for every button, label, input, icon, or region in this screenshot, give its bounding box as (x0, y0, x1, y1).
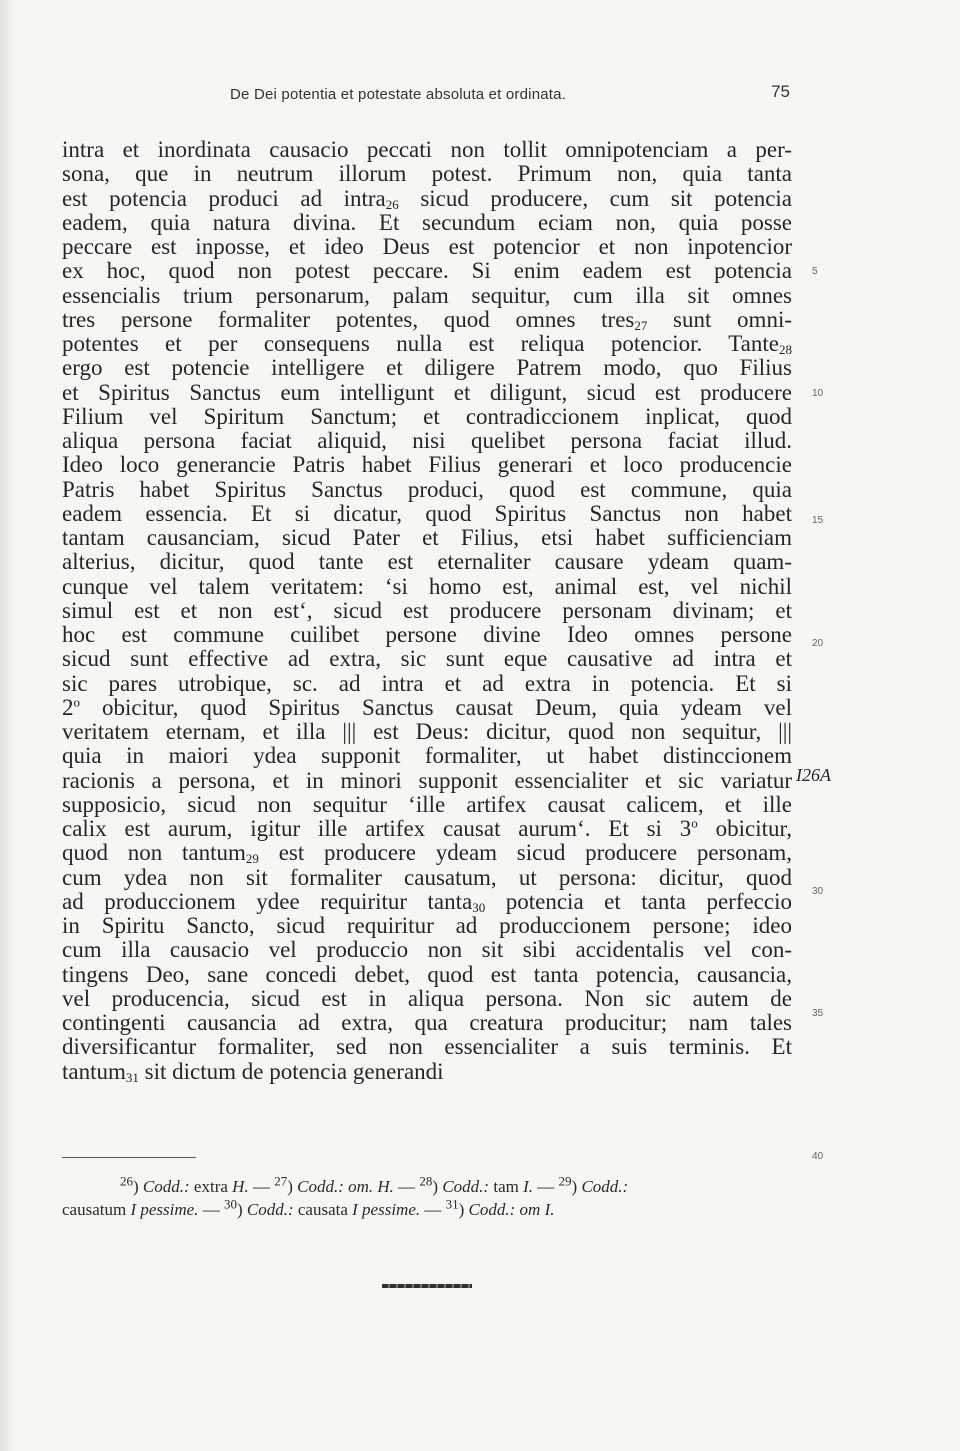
text-line: cum ydea non sit formaliter causatum, ut persona: dicitur, quod (62, 864, 792, 890)
margin-line-number: 35 (812, 1008, 824, 1019)
text-line: veritatem eternam, et illa ||| est Deus: dicitur, quod non sequitur, ||| (62, 719, 792, 744)
main-text (62, 138, 792, 1084)
text-line: supposicio, sicud non sequitur ‘ille artifex causat calicem, et ille (62, 791, 792, 817)
text-line: tingens Deo, sane concedi debet, quod est tanta potencia, causancia, (62, 961, 792, 987)
text-line: tantum$_{31}$ sit dictum de potencia generandi (62, 1058, 444, 1085)
text-line: peccare est inposse, et ideo Deus est potencior et non inpotencior (62, 234, 792, 259)
text-line: contingenti causancia ad extra, qua creatura producitur; nam tales (62, 1010, 792, 1035)
text-line: est potencia produci ad intra$_{26}$ sicud producere, cum sit potencia (62, 185, 793, 212)
folio-mark: I26A (796, 765, 831, 785)
note-mark: 29 (245, 851, 259, 867)
text-line: cum illa causacio vel produccio non sit sibi accidentalis vel con- (62, 937, 792, 963)
text-line: ex hoc, quod non potest peccare. Si enim eadem est potencia (62, 258, 792, 284)
note-mark: 28 (779, 342, 792, 357)
text-line: quod non tantum$_{29}$ est producere ydeam sicud producere personam, (62, 840, 793, 867)
text-line: sic pares utrobique, sc. ad intra et ad extra in potencia. Et si (62, 670, 792, 696)
footnotes (62, 1175, 802, 1221)
note-mark: 30 (472, 899, 486, 915)
text-line: in Spiritu Sancto, sicud requiritur ad produccionem persone; ideo (62, 913, 792, 938)
running-title: De Dei potentia et potestate absoluta et ordinata. (230, 86, 567, 103)
text-line: diversificantur formaliter, sed non essencialiter a suis terminis. Et (62, 1034, 792, 1060)
text-line: eadem essencia. Et si dicatur, quod Spiritus Sanctus non habet (62, 500, 792, 526)
text-line: aliqua persona faciat aliquid, nisi quelibet persona faciat illud. (62, 428, 792, 453)
margin-line-number: 10 (812, 388, 824, 399)
printer-ornament (382, 1284, 472, 1288)
running-header (60, 82, 790, 106)
text-line: essencialis trium personarum, palam sequitur, cum illa sit omnes (62, 282, 792, 308)
text-line: tantam causanciam, sicud Pater et Filius, etsi habet sufficienciam (62, 525, 792, 550)
text-line: sicud sunt effective ad extra, sic sunt eque causative ad intra et (62, 646, 792, 672)
footnote-rule (62, 1157, 196, 1158)
margin-line-number: 20 (812, 638, 824, 649)
text-line: alterius, dicitur, quod tante est eternaliter causare ydeam quam- (62, 549, 792, 575)
text-line: Filium vel Spiritum Sanctum; et contradiccionem inplicat, quod (62, 403, 792, 429)
note-mark: 26 (385, 196, 399, 212)
text-line: Patris habet Spiritus Sanctus produci, quod est commune, quia (62, 476, 792, 502)
footnote-line: $^{26}$) Codd.: extra H. — $^{27}$) Codd.: om. H. — $^{28}$) Codd.: tam I. — $^{29}$) Codd.: (120, 1173, 629, 1196)
text-line: 2$^o$ obicitur, quod Spiritus Sanctus causat Deum, quia ydeam vel (62, 694, 792, 720)
note-mark: 27 (634, 317, 648, 333)
text-line: racionis a persona, et in minori supponit essencialiter et sic variatur (62, 767, 792, 793)
text-line: tres persone formaliter potentes, quod omnes tres$_{27}$ sunt omni- (62, 306, 792, 333)
text-line: simul est et non est‘, sicud est producere personam divinam; et (62, 597, 792, 623)
note-mark: 31 (125, 1069, 139, 1085)
footnote-line: causatum I pessime. — $^{30}$) Codd.: causata I pessime. — $^{31}$) Codd.: om I. (62, 1196, 555, 1219)
margin-line-number: 15 (812, 515, 824, 526)
page-edge-shadow (0, 0, 14, 1451)
page-number: 75 (771, 82, 790, 101)
margin-line-number: 40 (812, 1151, 824, 1162)
margin-line-number: 5 (812, 266, 818, 277)
text-line: potentes et per consequens nulla est reliqua potencior. Tante$_{28}$ (62, 331, 792, 357)
text-line: intra et inordinata causacio peccati non tollit omnipotenciam a per- (62, 137, 792, 162)
text-line: Ideo loco generancie Patris habet Filius generari et loco producencie (62, 452, 792, 478)
text-line: sona, que in neutrum illorum potest. Primum non, quia tanta (62, 161, 792, 187)
text-line: eadem, quia natura divina. Et secundum eciam non, quia posse (62, 209, 792, 235)
text-line: quia in maiori ydea supponit formaliter, ut habet distinccionem (62, 743, 792, 769)
text-line: cunque vel talem veritatem: ‘si homo est, animal est, vel nichil (62, 573, 792, 599)
text-line: vel producencia, sicud est in aliqua persona. Non sic autem de (62, 985, 792, 1011)
margin-line-number: 30 (812, 886, 824, 897)
text-line: ergo est potencie intelligere et diligere Patrem modo, quo Filius (62, 355, 792, 381)
text-line: hoc est commune cuilibet persone divine Ideo omnes persone (62, 622, 792, 647)
text-line: et Spiritus Sanctus eum intelligunt et diligunt, sicud est producere (62, 379, 792, 405)
text-line: ad produccionem ydee requiritur tanta$_{30}$ potencia et tanta perfeccio (62, 888, 792, 915)
text-line: calix est aurum, igitur ille artifex causat aurum‘. Et si 3$^o$ obicitur, (62, 815, 792, 841)
